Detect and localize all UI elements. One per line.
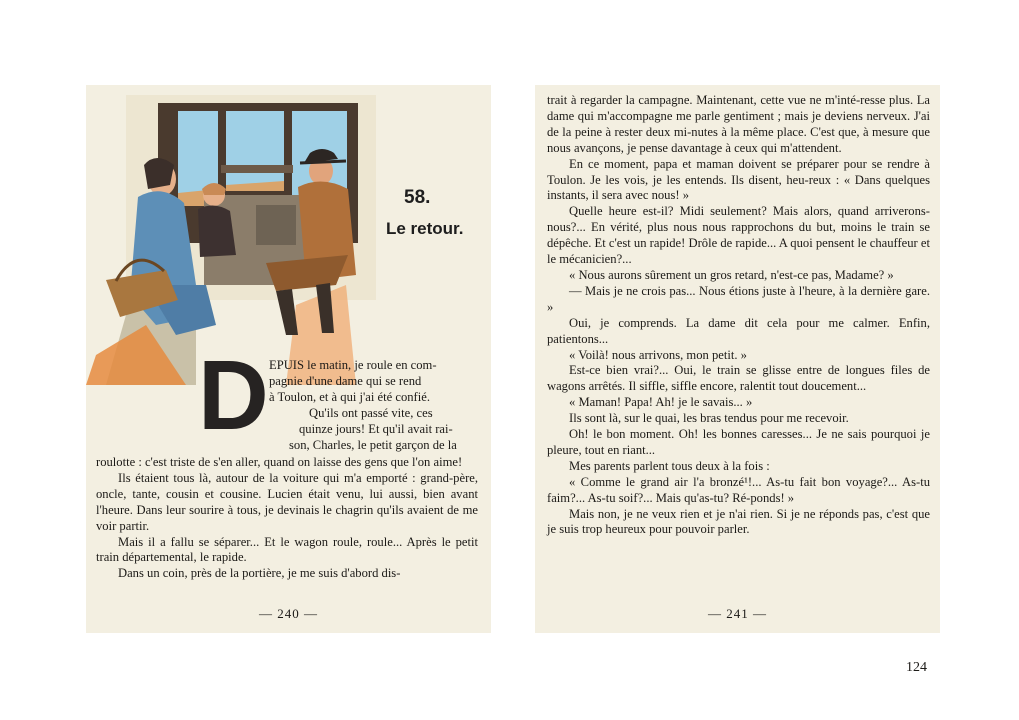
paragraph: Oh! le bon moment. Oh! les bonnes caresses... Je ne sais pourquoi je pleure, tout en riant... <box>547 427 930 457</box>
text-line: EPUIS le matin, je roule en com- <box>269 358 437 372</box>
paragraph: « Nous aurons sûrement un gros retard, n'est-ce pas, Madame? » <box>569 267 894 282</box>
chapter-title: Le retour. <box>386 219 464 238</box>
paragraph: « Comme le grand air l'a bronzé¹!... As-tu fait bon voyage?... As-tu faim?... As-tu soif?... Mais qu'as-tu? Ré-ponds! » <box>547 474 930 505</box>
paragraph: Oui, je comprends. La dame dit cela pour me calmer. Enfin, patientons... <box>547 315 930 346</box>
document-page-number: 124 <box>906 660 927 675</box>
paragraph: Mes parents parlent tous deux à la fois : <box>569 458 770 473</box>
drop-capital: D <box>198 340 269 450</box>
chapter-number: 58. <box>404 187 431 208</box>
text-line: à Toulon, et à qui j'ai été confié. <box>269 389 430 404</box>
text-line: Qu'ils ont passé vite, ces <box>309 405 433 420</box>
page-folio: — 241 — <box>708 606 767 621</box>
left-book-page <box>86 85 491 633</box>
right-book-page <box>535 85 940 633</box>
paragraph: Mais non, je ne veux rien et je n'ai rien. Si je ne réponds pas, c'est que je suis trop heureux pour pouvoir parler. <box>547 506 930 537</box>
page-folio: — 240 — <box>259 606 318 621</box>
paragraph: Quelle heure est-il? Midi seulement? Mais alors, quand arriverons-nous?... En vérité, plus nous nous rapprochons du but, moins le train se dépêche. Et c'est un rapide! Drôle de rapide... A quoi pensent le chauffeur et le mécanicien?... <box>547 204 930 267</box>
dropcap-adjacent-text <box>269 358 478 453</box>
text-line: son, Charles, le petit garçon de la <box>289 437 457 452</box>
paragraph: Mais il a fallu se séparer... Et le wagon roule, roule... Après le petit train départemental, le rapide. <box>96 534 478 565</box>
paragraph: trait à regarder la campagne. Maintenant, cette vue ne m'inté-resse plus. La dame qui m'accompagne me parle gentiment ; mais je deviens nerveux. J'ai de la peine à rester deux mi-nutes à la même place. C'est que, à mesure que nous avançons, je pense davantage à ceux qui m'attendent. <box>547 93 930 155</box>
paragraph: « Maman! Papa! Ah! je le savais... » <box>569 395 753 410</box>
paragraph: Ils sont là, sur le quai, les bras tendus pour me recevoir. <box>569 411 849 426</box>
paragraph: roulotte : c'est triste de s'en aller, quand on laisse des gens que l'on aime! <box>96 455 463 469</box>
text-line: quinze jours! Et qu'il avait rai- <box>299 421 453 436</box>
paragraph: — Mais je ne crois pas... Nous étions juste à l'heure, à la dernière gare. » <box>547 283 930 314</box>
text-line: pagnie d'une dame qui se rend <box>269 373 422 388</box>
paragraph: Dans un coin, près de la portière, je me suis d'abord dis- <box>118 566 401 581</box>
paragraph: Ils étaient tous là, autour de la voiture qui m'a emporté : grand-père, oncle, tante, cousin et cousine. Lucien était venu, lui aussi, bien avant l'heure. Dans leur sourire à tous, je devinais le chagrin qu'ils avaient de me voir partir. <box>96 470 478 533</box>
left-body-text <box>96 455 478 582</box>
paragraph: « Voilà! nous arrivons, mon petit. » <box>569 347 747 362</box>
right-body-text <box>547 93 930 538</box>
paragraph: Est-ce bien vrai?... Oui, le train se glisse entre de longues files de wagons arrêtés. Il siffle, siffle encore, ralentit tout doucement... <box>547 363 930 394</box>
paragraph: En ce moment, papa et maman doivent se préparer pour se rendre à Toulon. Je les vois, je les entends. Ils disent, heu-reux : « Dans quelques instants, il sera avec nous! » <box>547 156 930 203</box>
